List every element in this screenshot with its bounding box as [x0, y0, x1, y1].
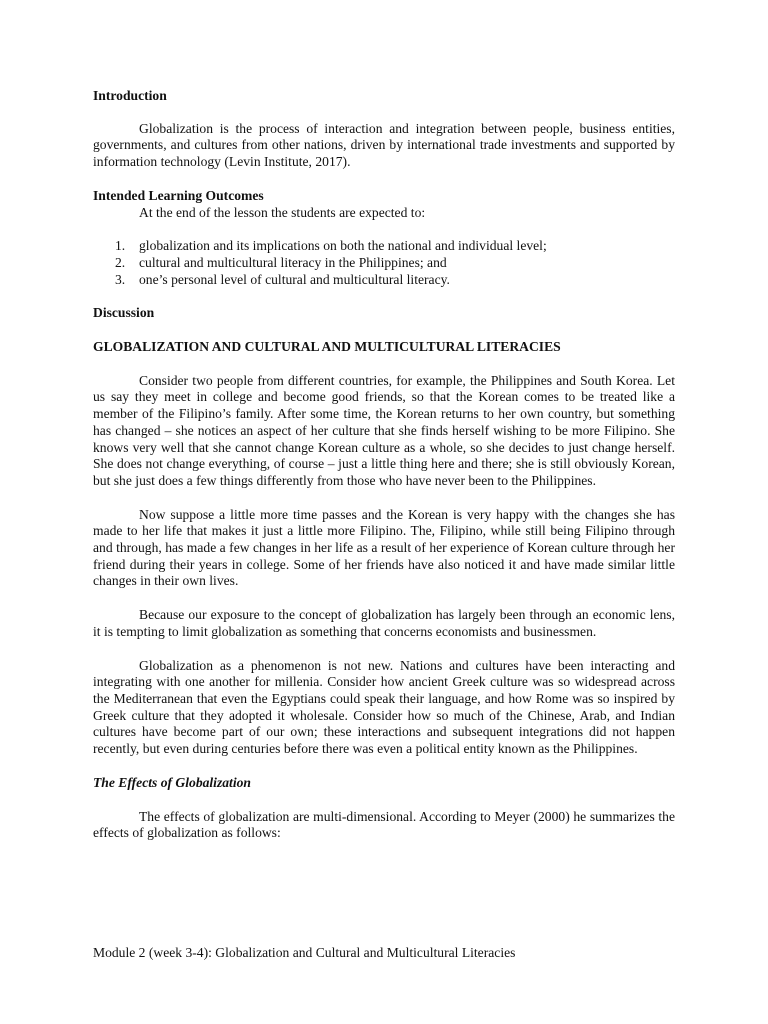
discussion-paragraph-4: Globalization as a phenomenon is not new. Nations and cultures have been interacting and integrating with one another for millenia. Consider how ancient Greek culture was so widespread across the Mediterranean that even the Egyptians could speak their language, and how Rome was so inspired by Greek culture that they adopted it wholesale. Consider how so much of the Chinese, Arab, and Indian cultures have become part of our own; these interactions and subsequent integrations did not happen recently, but even during centuries before there was even a political entity known as the Philippines. — [93, 657, 675, 757]
discussion-heading: Discussion — [93, 305, 155, 321]
outcomes-lead: At the end of the lesson the students are expected to: — [139, 204, 426, 220]
list-item-text: one’s personal level of cultural and multicultural literacy. — [139, 271, 450, 287]
list-number: 2. — [115, 254, 126, 270]
outcomes-heading: Intended Learning Outcomes — [93, 187, 264, 203]
list-item — [93, 272, 675, 289]
effects-heading: The Effects of Globalization — [93, 774, 251, 790]
discussion-paragraph-2: Now suppose a little more time passes and the Korean is very happy with the changes she has made to her life that makes it just a little more Filipino. The, Filipino, while still being Filipino through and through, has made a few changes in her life as a result of her experience of Korean culture through her friend during their years in college. Some of her friends have also noticed it and have made similar little changes in their own lives. — [93, 506, 675, 589]
list-item-text: cultural and multicultural literacy in the Philippines; and — [139, 254, 447, 270]
intro-paragraph: Globalization is the process of interaction and integration between people, business entities, governments, and cultures from other nations, driven by international trade investments and supported by information technology (Levin Institute, 2017). — [93, 120, 675, 170]
list-item-text: globalization and its implications on both the national and individual level; — [139, 238, 547, 254]
page-footer: Module 2 (week 3-4): Globalization and Cultural and Multicultural Literacies — [93, 945, 516, 960]
intro-heading: Introduction — [93, 88, 167, 103]
list-item — [93, 238, 675, 255]
section-title: GLOBALIZATION AND CULTURAL AND MULTICULTURAL LITERACIES — [93, 339, 561, 355]
list-number: 1. — [115, 238, 126, 254]
discussion-paragraph-3: Because our exposure to the concept of globalization has largely been through an economic lens, it is tempting to limit globalization as something that concerns economists and businessmen. — [93, 607, 675, 639]
discussion-paragraph-1: Consider two people from different countries, for example, the Philippines and South Korea. Let us say they meet in college and become good friends, so that the Korean comes to be treated like a member of the Filipino’s family. After some time, the Korean returns to her own country, but something has changed – she notices an aspect of her culture that she finds herself wishing to be more Filipino. She knows very well that she cannot change Korean culture as a whole, so she decides to just change herself. She does not change everything, of course – just a little thing here and there; she is still obviously Korean, but she just does a few things differently from those who have never been to the Philippines. — [93, 372, 675, 488]
list-number: 3. — [115, 271, 126, 287]
outcomes-list — [93, 238, 675, 288]
list-item — [93, 255, 675, 272]
effects-paragraph: The effects of globalization are multi-dimensional. According to Meyer (2000) he summarizes the effects of globalization as follows: — [93, 808, 675, 841]
